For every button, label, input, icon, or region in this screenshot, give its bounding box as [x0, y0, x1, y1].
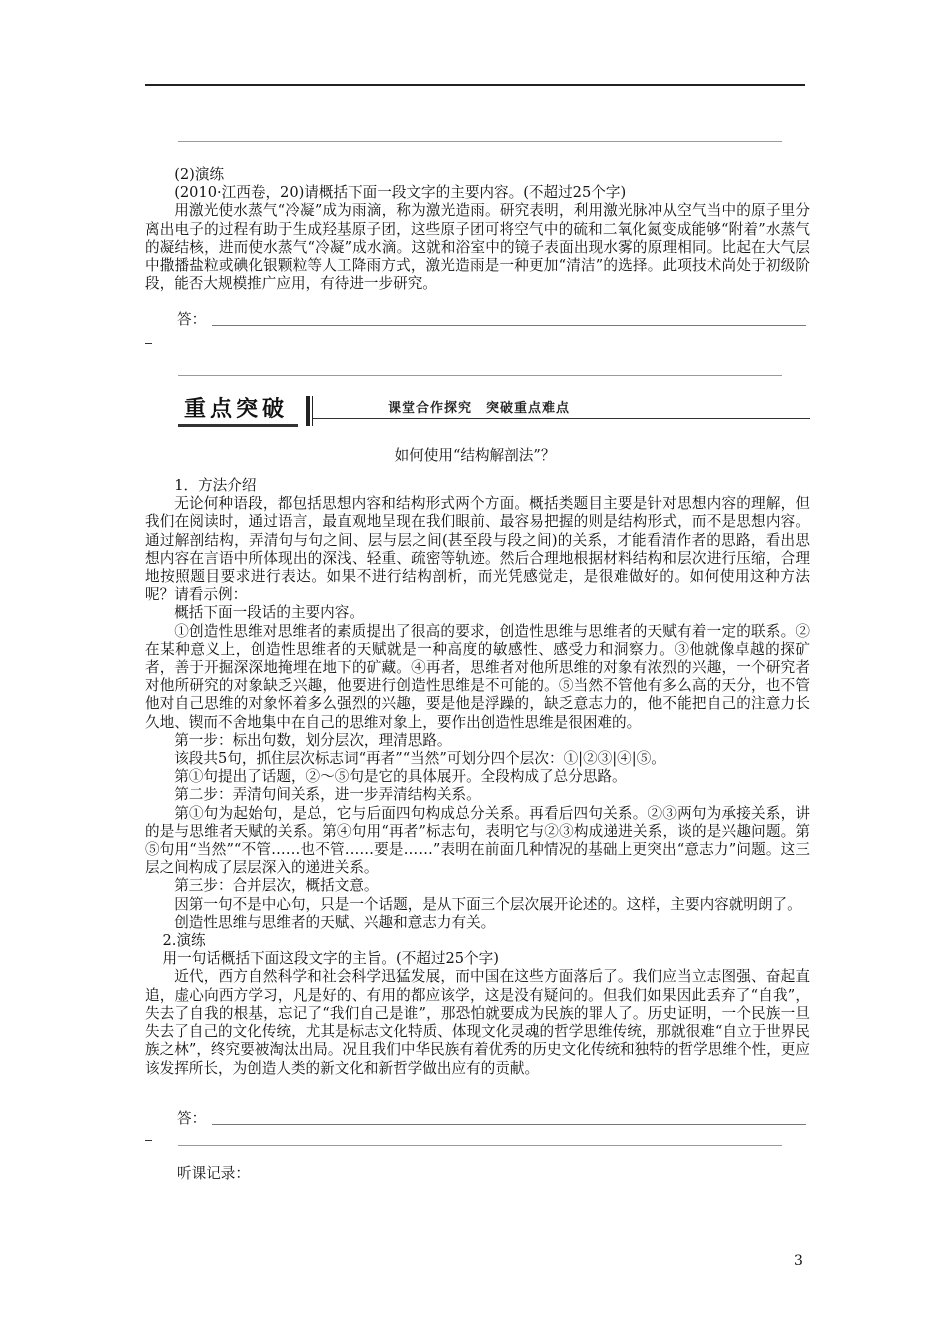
banner-separator: [306, 396, 310, 426]
paragraph: 创造性思维与思维者的天赋、兴趣和意志力有关。: [174, 913, 496, 931]
step-heading: 第一步：标出句数，划分层次，理清思路。: [174, 731, 452, 749]
divider-line: [178, 1145, 782, 1146]
exercise-block-1: [145, 166, 810, 293]
subheading: 1．方法介绍: [174, 477, 257, 494]
exercise-instruction: 用一句话概括下面这段文字的主旨。(不超过25个字): [162, 950, 499, 968]
answer-line[interactable]: [212, 1124, 806, 1125]
example-passage: ①创造性思维对思维者的素质提出了很高的要求，创造性思维与思维者的天赋有着一定的联系。②在某种意义上，创造性思维者的天赋就是一种高度的敏感性、感受力和洞察力。③他就像卓越的探矿者，善于开掘深深地掩埋在地下的矿藏。④再者，思维者对他所思维的对象有浓烈的兴趣，一个研究者对他所研究的对象缺乏兴趣，他要进行创造性思维是不可能的。⑤当然不管他有多么高的天分，也不管他对自己思维的对象怀着多么强烈的兴趣，要是他是浮躁的，缺乏意志力的，他不能把自己的注意力长久地、锲而不舍地集中在自己的思维对象上，要作出创造性思维是很困难的。: [145, 622, 810, 731]
divider-line: [178, 141, 782, 142]
answer-label: 答：: [177, 1110, 207, 1127]
paragraph: 该段共5句，抓住层次标志词“再者”“当然”可划分四个层次：①|②③|④|⑤。: [174, 750, 666, 768]
section-heading: 如何使用“结构解剖法”？: [394, 447, 556, 464]
paragraph: 无论何种语段，都包括思想内容和结构形式两个方面。概括类题目主要是针对思想内容的理解，但我们在阅读时，通过语言，最直观地呈现在我们眼前、最容易把握的则是结构形式，而不是思想内容。通过解剖结构，弄清句与句之间、层与层之间(甚至段与段之间)的关系，才能看清作者的思路，看出思想内容在言语中所体现出的深浅、轻重、疏密等轨迹。然后合理地根据材料结构和层次进行压缩，合理地按照题目要求进行表达。如果不进行结构剖析，而光凭感觉走，是很难做好的。如何使用这种方法呢？请看示例：: [145, 495, 810, 604]
divider-line: [178, 375, 782, 376]
banner-title: 重点突破: [184, 397, 289, 422]
paragraph: 第①句提出了话题，②～⑤句是它的具体展开。全段构成了总分思路。: [174, 768, 627, 786]
answer-label: 答：: [177, 311, 207, 328]
exercise-passage: 近代，西方自然科学和社会科学迅猛发展，而中国在这些方面落后了。我们应当立志图强、奋起直追，虚心向西方学习，凡是好的、有用的都应该学，这是没有疑问的。但我们如果因此丢弃了“自我”，失去了自我的根基，忘记了“我们自己是谁”，那恐怕就要成为民族的罪人了。历史证明，一个民族一旦失去了自己的文化传统，尤其是标志文化特质、体现文化灵魂的哲学思维传统，那就很难“自立于世界民族之林”，终究要被淘汰出局。况且我们中华民族有着优秀的历史文化传统和独特的哲学思维个性，更应该发挥所长，为创造人类的新文化和新哲学做出应有的贡献。: [145, 968, 810, 1077]
banner-subtitle: 课堂合作探究 突破重点难点: [388, 401, 571, 416]
section-banner: [178, 396, 810, 426]
page-number: 3: [794, 1253, 803, 1269]
header-rule: [145, 84, 805, 86]
paragraph: 因第一句不是中心句，只是一个话题，是从下面三个层次展开论述的。这样，主要内容就明朗了。: [174, 895, 802, 913]
subheading: 2.演练: [162, 932, 206, 950]
step-heading: 第二步：弄清句间关系，进一步弄清结构关系。: [174, 786, 481, 804]
step-heading: 第三步：合并层次，概括文意。: [174, 877, 379, 895]
paragraph: 第①句为起始句，是总，它与后面四句构成总分关系。再看后四句关系。②③两句为承接关系，讲的是与思维者天赋的关系。第④句用“再者”标志句，表明它与②③构成递进关系，谈的是兴趣问题。第⑤句用“当然”“不管……也不管……要是……”表明在前面几种情况的基础上更突出“意志力”问题。这三层之间构成了层层深入的递进关系。: [145, 804, 810, 877]
exercise-source: (2010·江西卷，20)请概括下面一段文字的主要内容。(不超过25个字): [174, 184, 627, 202]
banner-title-box: [178, 396, 306, 424]
dash-mark: [145, 1140, 152, 1141]
banner-title-underline: [178, 424, 298, 427]
answer-line[interactable]: [212, 325, 806, 326]
notes-label: 听课记录：: [177, 1165, 250, 1182]
dash-mark: [145, 343, 152, 344]
exercise-heading: (2)演练: [174, 166, 225, 183]
method-block: [145, 477, 810, 1078]
exercise-passage: 用激光使水蒸气“冷凝”成为雨滴，称为激光造雨。研究表明，利用激光脉冲从空气当中的原子里分离出电子的过程有助于生成羟基原子团，这些原子团可将空气中的硫和二氧化氮变成能够“附着”水蒸气的凝结核，进而使水蒸气“冷凝”成水滴。这就和浴室中的镜子表面出现水雾的原理相同。比起在大气层中撒播盐粒或碘化银颗粒等人工降雨方式，激光造雨是一种更加“清洁”的选择。此项技术尚处于初级阶段，能否大规模推广应用，有待进一步研究。: [145, 202, 810, 293]
banner-subtitle-underline: [313, 418, 810, 419]
banner-separator-thin: [312, 396, 313, 426]
paragraph: 概括下面一段话的主要内容。: [174, 604, 364, 622]
